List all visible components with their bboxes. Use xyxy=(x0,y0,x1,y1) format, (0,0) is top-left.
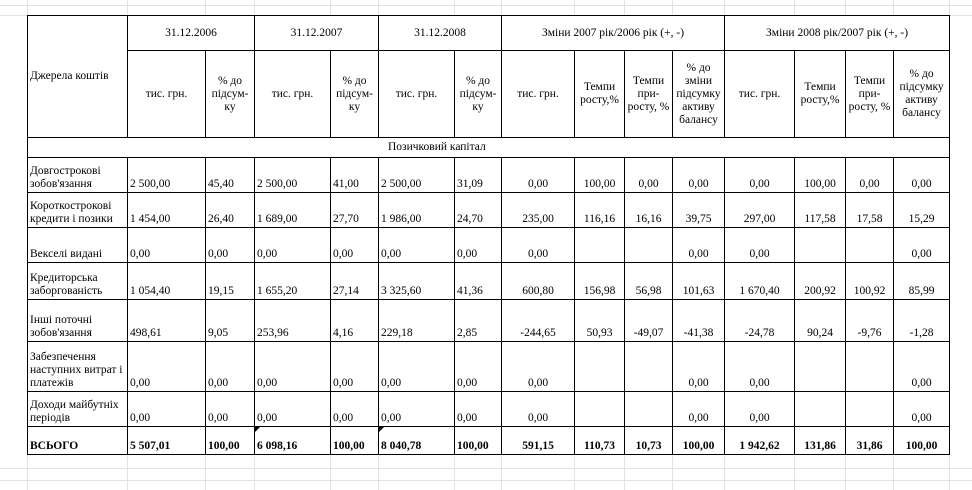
table-cell: 41,00 xyxy=(331,158,379,193)
table-cell: -49,07 xyxy=(625,300,673,342)
table-row xyxy=(28,158,950,193)
col-gain-2: Темпи при-росту, % xyxy=(846,51,894,138)
row-label: Короткострокові кредити і позики xyxy=(28,193,128,228)
table-cell: 235,00 xyxy=(502,193,575,228)
table-cell: 1 670,40 xyxy=(725,263,795,300)
table-cell: 0,00 xyxy=(673,392,725,427)
table-cell: 100,00 xyxy=(673,427,725,455)
table-cell: 27,14 xyxy=(331,263,379,300)
table-cell: 1 054,40 xyxy=(128,263,206,300)
table-cell xyxy=(625,392,673,427)
col-growth-2: Темпи росту,% xyxy=(795,51,846,138)
table-cell: 0,00 xyxy=(206,342,255,392)
table-cell: 0,00 xyxy=(673,342,725,392)
table-cell: 31,09 xyxy=(455,158,502,193)
table-cell: 2,85 xyxy=(455,300,502,342)
table-cell: 1 689,00 xyxy=(255,193,331,228)
table-cell: 0,00 xyxy=(128,392,206,427)
table-row xyxy=(28,263,950,300)
table-cell: 0,00 xyxy=(502,158,575,193)
table-cell xyxy=(575,342,625,392)
table-cell: 27,70 xyxy=(331,193,379,228)
table-row xyxy=(28,342,950,392)
table-cell: 100,00 xyxy=(206,427,255,455)
table-cell: 56,98 xyxy=(625,263,673,300)
table-cell: 9,05 xyxy=(206,300,255,342)
table-cell: 1 655,20 xyxy=(255,263,331,300)
col-pct-change-2: % до підсумку активу балансу xyxy=(894,51,950,138)
col-pct-2008: % до підсум-ку xyxy=(455,51,502,138)
period-2008-header: 31.12.2008 xyxy=(379,16,502,51)
table-cell: 229,18 xyxy=(379,300,455,342)
col-pct-2007: % до підсум-ку xyxy=(331,51,379,138)
table-cell xyxy=(846,228,894,263)
table-cell: 26,40 xyxy=(206,193,255,228)
table-cell: 0,00 xyxy=(673,228,725,263)
table-cell: 100,00 xyxy=(795,158,846,193)
table-cell: 0,00 xyxy=(502,342,575,392)
table-cell: 2 500,00 xyxy=(255,158,331,193)
table-cell: 16,16 xyxy=(625,193,673,228)
table-cell: -41,38 xyxy=(673,300,725,342)
col-pct-change-1: % до зміни підсумку активу балансу xyxy=(673,51,725,138)
table-cell: 2 500,00 xyxy=(128,158,206,193)
row-label: Забезпечення наступних витрат і платежів xyxy=(28,342,128,392)
table-cell: 41,36 xyxy=(455,263,502,300)
table-cell: 100,00 xyxy=(894,427,950,455)
table-cell: 6 098,16 xyxy=(255,427,331,455)
table-cell xyxy=(846,342,894,392)
col-pct-2006: % до підсум-ку xyxy=(206,51,255,138)
row-label: Інші поточні зобов'язання xyxy=(28,300,128,342)
row-label: Векселі видані xyxy=(28,228,128,263)
table-cell: 200,92 xyxy=(795,263,846,300)
table-cell: 100,00 xyxy=(575,158,625,193)
table-cell: 0,00 xyxy=(255,392,331,427)
table-cell xyxy=(795,342,846,392)
table-cell: 90,24 xyxy=(795,300,846,342)
table-cell: 131,86 xyxy=(795,427,846,455)
section-title: Позичковий капітал xyxy=(28,138,950,158)
table-cell: 0,00 xyxy=(128,228,206,263)
table-cell: 0,00 xyxy=(502,228,575,263)
table-cell xyxy=(625,228,673,263)
table-row xyxy=(28,193,950,228)
table-cell: 591,15 xyxy=(502,427,575,455)
table-cell: 0,00 xyxy=(894,158,950,193)
table-cell: 0,00 xyxy=(894,392,950,427)
header-row-subcolumns xyxy=(28,51,950,138)
row-label: Доходи майбутніх періодів xyxy=(28,392,128,427)
table-cell: 0,00 xyxy=(455,342,502,392)
table-cell: 0,00 xyxy=(379,392,455,427)
table-cell: 100,00 xyxy=(455,427,502,455)
table-cell: -9,76 xyxy=(846,300,894,342)
table-cell xyxy=(846,392,894,427)
table-cell: 0,00 xyxy=(331,228,379,263)
table-cell: 3 325,60 xyxy=(379,263,455,300)
table-cell: 10,73 xyxy=(625,427,673,455)
table-row xyxy=(28,300,950,342)
table-cell: 0,00 xyxy=(255,228,331,263)
table-cell: 8 040,78 xyxy=(379,427,455,455)
table-cell: 4,16 xyxy=(331,300,379,342)
table-cell: 110,73 xyxy=(575,427,625,455)
table-cell: 39,75 xyxy=(673,193,725,228)
table-cell: 15,29 xyxy=(894,193,950,228)
table-cell xyxy=(795,392,846,427)
table-cell: 101,63 xyxy=(673,263,725,300)
table-cell: 0,00 xyxy=(673,158,725,193)
table-cell: 0,00 xyxy=(846,158,894,193)
table-cell: 0,00 xyxy=(255,342,331,392)
table-cell: 85,99 xyxy=(894,263,950,300)
table-cell: 0,00 xyxy=(455,392,502,427)
row-label: ВСЬОГО xyxy=(28,427,128,455)
table-cell xyxy=(625,342,673,392)
table-cell: 0,00 xyxy=(725,158,795,193)
period-2006-header: 31.12.2006 xyxy=(128,16,255,51)
table-cell: 0,00 xyxy=(379,342,455,392)
table-cell: 100,00 xyxy=(331,427,379,455)
period-2007-header: 31.12.2007 xyxy=(255,16,379,51)
row-label: Довгострокові зобов'язання xyxy=(28,158,128,193)
table-cell: 600,80 xyxy=(502,263,575,300)
table-cell xyxy=(795,228,846,263)
table-cell: 116,16 xyxy=(575,193,625,228)
table-cell: 117,58 xyxy=(795,193,846,228)
table-cell: 50,93 xyxy=(575,300,625,342)
table-cell: 0,00 xyxy=(725,392,795,427)
table-cell: 0,00 xyxy=(625,158,673,193)
table-cell: 1 942,62 xyxy=(725,427,795,455)
col-amount-2006: тис. грн. xyxy=(128,51,206,138)
table-cell: 0,00 xyxy=(331,392,379,427)
data-rows xyxy=(28,158,950,455)
col-gain-1: Темпи при-росту, % xyxy=(625,51,673,138)
table-row xyxy=(28,392,950,427)
table-cell: 100,92 xyxy=(846,263,894,300)
table-cell xyxy=(575,228,625,263)
table-cell: 31,86 xyxy=(846,427,894,455)
table-cell: 498,61 xyxy=(128,300,206,342)
table-cell xyxy=(575,392,625,427)
funding-sources-table xyxy=(27,15,950,455)
table-cell: 0,00 xyxy=(725,342,795,392)
table-cell: 17,58 xyxy=(846,193,894,228)
table-cell: 24,70 xyxy=(455,193,502,228)
source-header: Джерела коштів xyxy=(28,16,128,138)
table-cell: 5 507,01 xyxy=(128,427,206,455)
table-cell: 0,00 xyxy=(502,392,575,427)
table-cell: 1 454,00 xyxy=(128,193,206,228)
table-cell: 1 986,00 xyxy=(379,193,455,228)
table-cell: 0,00 xyxy=(331,342,379,392)
table-cell: 45,40 xyxy=(206,158,255,193)
table-cell: -1,28 xyxy=(894,300,950,342)
table-cell: 0,00 xyxy=(206,228,255,263)
table-cell: 0,00 xyxy=(128,342,206,392)
table-cell: 0,00 xyxy=(725,228,795,263)
col-amount-2008: тис. грн. xyxy=(379,51,455,138)
change-2007-2006-header: Зміни 2007 рік/2006 рік (+, -) xyxy=(502,16,725,51)
header-row-periods xyxy=(28,16,950,51)
col-change-amount-2: тис. грн. xyxy=(725,51,795,138)
table-cell: -24,78 xyxy=(725,300,795,342)
table-row xyxy=(28,228,950,263)
total-row xyxy=(28,427,950,455)
section-row xyxy=(28,138,950,158)
col-amount-2007: тис. грн. xyxy=(255,51,331,138)
table-cell: -244,65 xyxy=(502,300,575,342)
table-cell: 156,98 xyxy=(575,263,625,300)
table-cell: 0,00 xyxy=(206,392,255,427)
table-cell: 0,00 xyxy=(894,228,950,263)
table-cell: 297,00 xyxy=(725,193,795,228)
col-growth-1: Темпи росту,% xyxy=(575,51,625,138)
table-cell: 253,96 xyxy=(255,300,331,342)
table-cell: 19,15 xyxy=(206,263,255,300)
col-change-amount-1: тис. грн. xyxy=(502,51,575,138)
table-cell: 0,00 xyxy=(455,228,502,263)
change-2008-2007-header: Зміни 2008 рік/2007 рік (+, -) xyxy=(725,16,950,51)
table-cell: 0,00 xyxy=(379,228,455,263)
row-label: Кредиторська заборгованість xyxy=(28,263,128,300)
table-cell: 0,00 xyxy=(894,342,950,392)
table-cell: 2 500,00 xyxy=(379,158,455,193)
